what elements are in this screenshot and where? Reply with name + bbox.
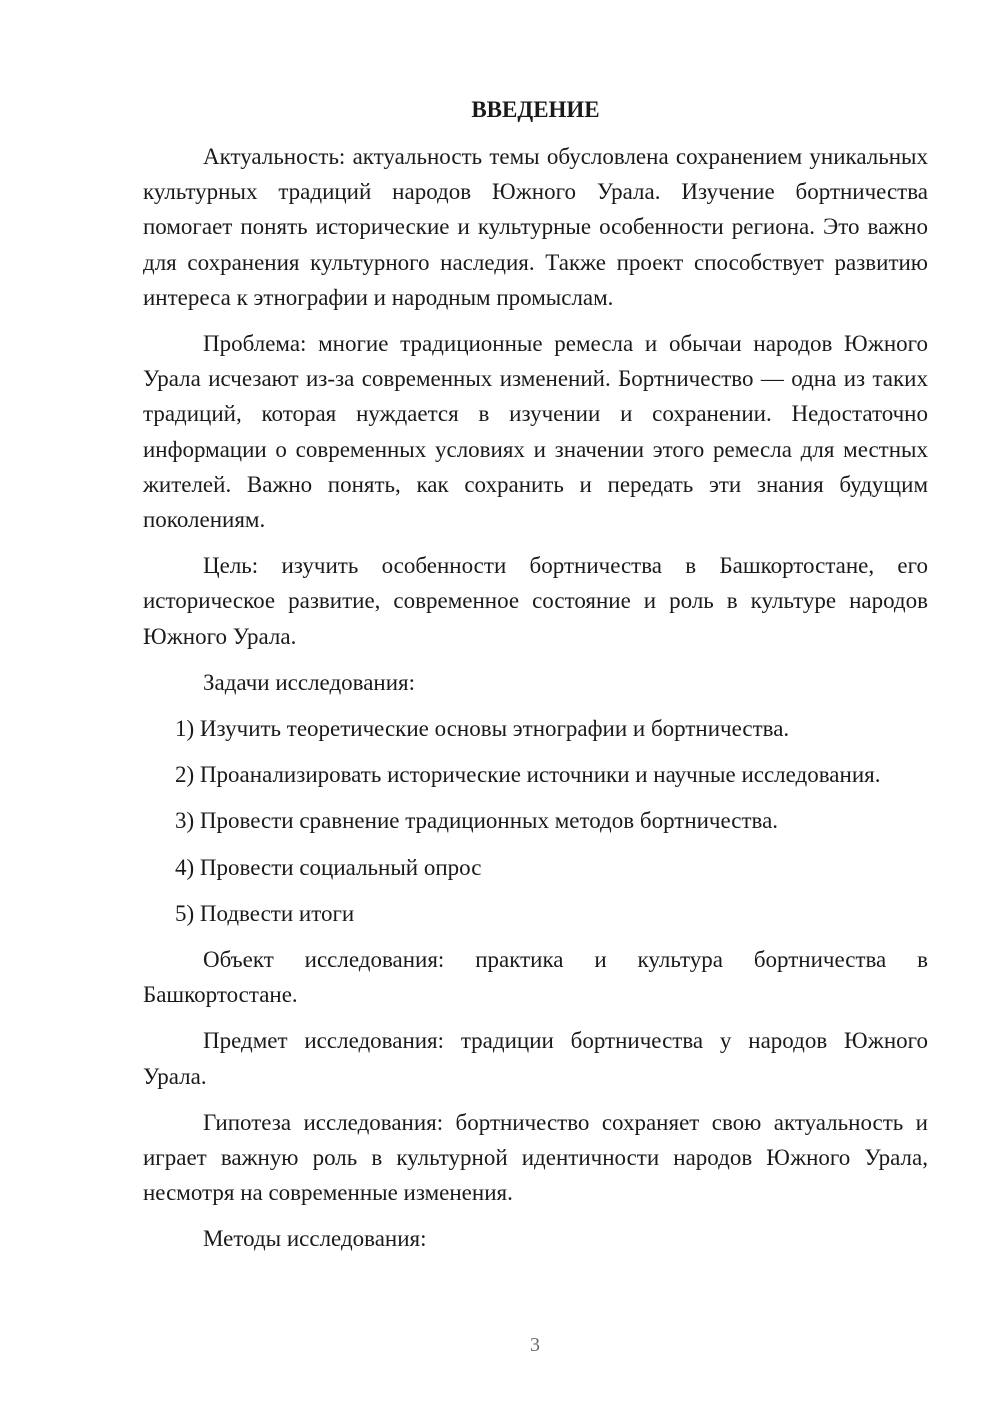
paragraph-object: Объект исследования: практика и культура бортничества в Башкортостане. [143, 947, 928, 1008]
paragraph-goal: Цель: изучить особенности бортничества в Башкортостане, его историческое развитие, современное состояние и роль в культуре народов Южного Урала. [143, 553, 928, 649]
paragraph-subject: Предмет исследования: традиции бортничества у народов Южного Урала. [143, 1028, 928, 1089]
list-item-task-3: 3) Провести сравнение традиционных методов бортничества. [175, 808, 779, 834]
document-page [143, 95, 928, 1268]
page-number: 3 [530, 1334, 540, 1356]
list-item-task-5: 5) Подвести итоги [175, 900, 355, 926]
paragraph-relevance: Актуальность: актуальность темы обусловлена сохранением уникальных культурных традиций народов Южного Урала. Изучение бортничества помогает понять исторические и культурные особенности региона. Это важно для сохранения культурного наследия. Также проект способствует развитию интереса к этнографии и народным промыслам. [143, 144, 928, 310]
page-title: ВВЕДЕНИЕ [471, 97, 600, 122]
paragraph-problem: Проблема: многие традиционные ремесла и обычаи народов Южного Урала исчезают из-за современных изменений. Бортничество — одна из таких традиций, которая нуждается в изучении и сохранении. Недостаточно информации о современных условиях и значении этого ремесла для местных жителей. Важно понять, как сохранить и передать эти знания будущим поколениям. [143, 331, 928, 533]
list-item-task-2: 2) Проанализировать исторические источники и научные исследования. [175, 762, 881, 788]
list-item-task-4: 4) Провести социальный опрос [175, 854, 482, 880]
paragraph-methods: Методы исследования: [203, 1226, 427, 1252]
list-item-task-1: 1) Изучить теоретические основы этнографии и бортничества. [175, 716, 790, 742]
paragraph-hypothesis: Гипотеза исследования: бортничество сохраняет свою актуальность и играет важную роль в культурной идентичности народов Южного Урала, несмотря на современные изменения. [143, 1109, 928, 1206]
paragraph-tasks-heading: Задачи исследования: [203, 669, 416, 695]
